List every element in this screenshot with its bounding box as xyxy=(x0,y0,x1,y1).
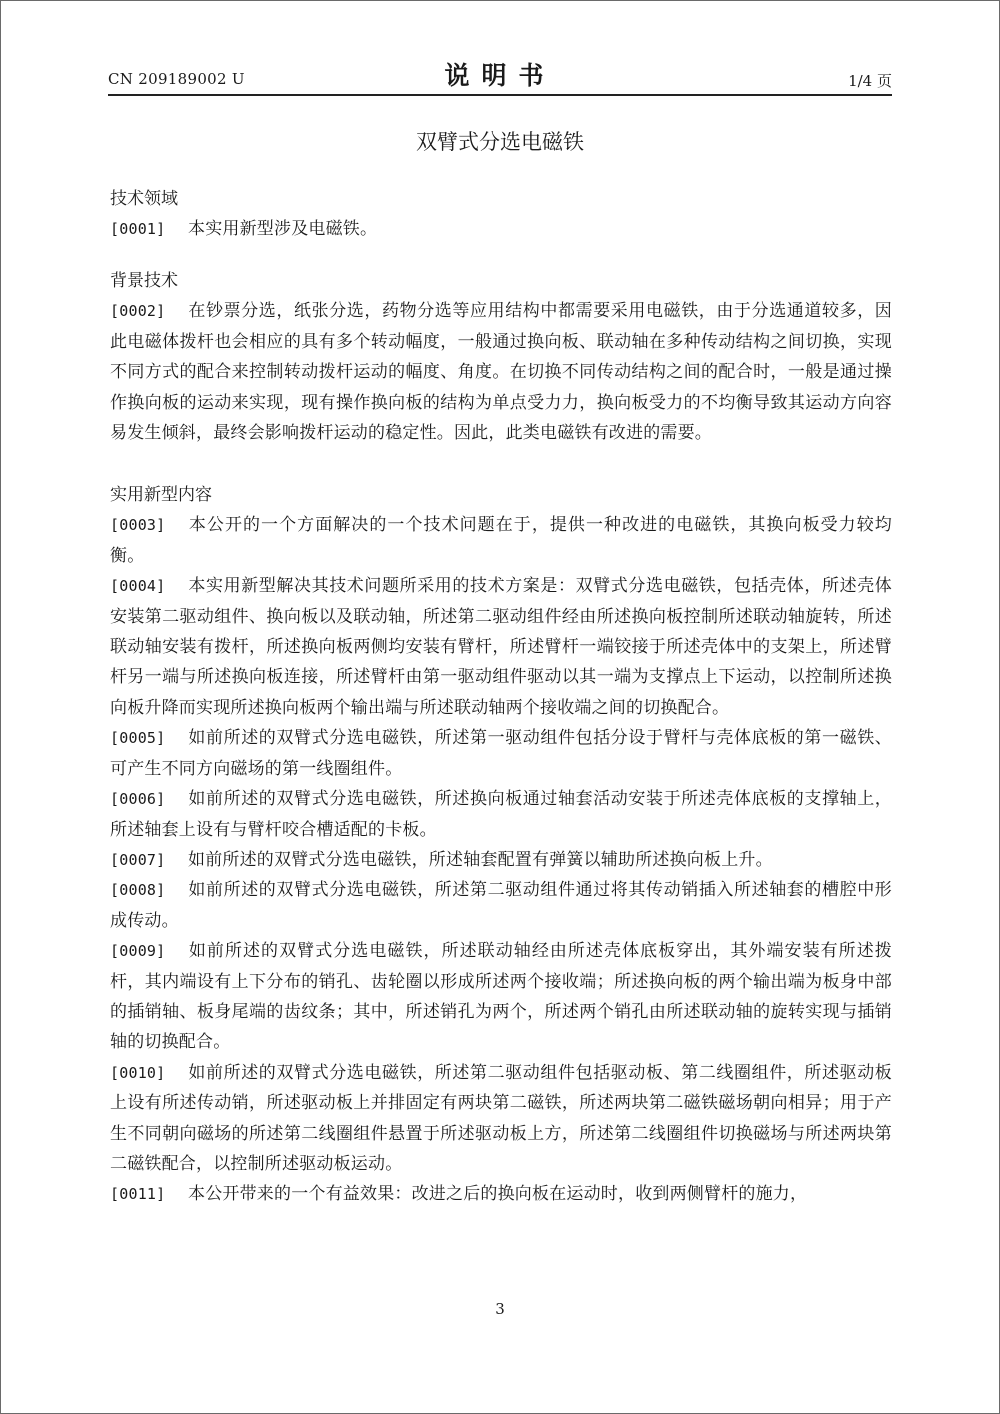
paragraph-number: [0008] xyxy=(110,881,166,900)
paragraph-number: [0005] xyxy=(110,729,166,748)
document-title: 双臂式分选电磁铁 xyxy=(416,130,584,154)
page-number: 3 xyxy=(495,1300,505,1318)
paragraph-text: 如前所述的双臂式分选电磁铁，所述第一驱动组件包括分设于臂杆与壳体底板的第一磁铁、可产生不同方向磁场的第一线圈组件。 xyxy=(110,728,892,779)
paragraph-number: [0011] xyxy=(110,1185,166,1204)
header-divider xyxy=(108,94,892,96)
paragraph-text: 本公开带来的一个有益效果：改进之后的换向板在运动时，收到两侧臂杆的施力， xyxy=(188,1184,808,1205)
paragraph-number: [0002] xyxy=(110,302,166,321)
paragraph-number: [0004] xyxy=(110,577,166,596)
paragraph-0007 xyxy=(110,845,892,875)
paragraph-0002 xyxy=(110,296,892,448)
paragraph-text: 如前所述的双臂式分选电磁铁，所述轴套配置有弹簧以辅助所述换向板上升。 xyxy=(188,849,773,870)
paragraph-0003 xyxy=(110,510,892,571)
paragraph-number: [0001] xyxy=(110,220,166,238)
document-type-heading: 说明书 xyxy=(444,61,556,90)
paragraph-number: [0007] xyxy=(110,850,166,869)
page-info: 1/4 页 xyxy=(848,72,892,90)
paragraph-number: [0010] xyxy=(110,1063,166,1082)
paragraph-text: 本实用新型解决其技术问题所采用的技术方案是：双臂式分选电磁铁，包括壳体，所述壳体安装第二驱动组件、换向板以及联动轴，所述第二驱动组件经由所述换向板控制所述联动轴旋转，所述联动轴安装有拨杆，所述换向板两侧均安装有臂杆，所述臂杆一端铰接于所述壳体中的支架上，所述臂杆另一端与所述换向板连接，所述臂杆由第一驱动组件驱动以其一端为支撑点上下运动，以控制所述换向板升降而实现所述换向板两个输出端与所述联动轴两个接收端之间的切换配合。 xyxy=(110,576,892,718)
paragraph-number: [0009] xyxy=(110,942,166,961)
section-heading-summary: 实用新型内容 xyxy=(110,485,212,506)
paragraph-text: 如前所述的双臂式分选电磁铁，所述换向板通过轴套活动安装于所述壳体底板的支撑轴上，所述轴套上设有与臂杆咬合槽适配的卡板。 xyxy=(110,789,892,840)
document-body xyxy=(110,184,892,1210)
paragraph-text: 在钞票分选，纸张分选，药物分选等应用结构中都需要采用电磁铁，由于分选通道较多，因此电磁体拨杆也会相应的具有多个转动幅度，一般通过换向板、联动轴在多种传动结构之间切换，实现不同方式的配合来控制转动拨杆运动的幅度、角度。在切换不同传动结构之间的配合时，一般是通过操作换向板的运动来实现，现有操作换向板的结构为单点受力力，换向板受力的不均衡导致其运动方向容易发生倾斜，最终会影响拨杆运动的稳定性。因此，此类电磁铁有改进的需要。 xyxy=(110,301,892,444)
paragraph-0001 xyxy=(110,214,892,244)
paragraph-text: 本实用新型涉及电磁铁。 xyxy=(188,219,378,239)
paragraph-0004 xyxy=(110,571,892,723)
section-heading-background: 背景技术 xyxy=(110,271,178,292)
paragraph-number: [0006] xyxy=(110,790,166,809)
paragraph-number: [0003] xyxy=(110,516,166,535)
paragraph-0009 xyxy=(110,936,892,1058)
section-heading-technical-field: 技术领域 xyxy=(110,189,178,209)
patent-number: CN 209189002 U xyxy=(108,70,245,88)
paragraph-0010 xyxy=(110,1058,892,1180)
paragraph-text: 如前所述的双臂式分选电磁铁，所述第二驱动组件包括驱动板、第二线圈组件，所述驱动板上设有所述传动销，所述驱动板上并排固定有两块第二磁铁，所述两块第二磁铁磁场朝向相异；用于产生不同朝向磁场的所述第二线圈组件悬置于所述驱动板上方，所述第二线圈组件切换磁场与所述两块第二磁铁配合，以控制所述驱动板运动。 xyxy=(110,1062,892,1174)
paragraph-text: 如前所述的双臂式分选电磁铁，所述第二驱动组件通过将其传动销插入所述轴套的槽腔中形成传动。 xyxy=(110,880,892,931)
paragraph-0005 xyxy=(110,723,892,784)
paragraph-0011 xyxy=(110,1179,892,1209)
paragraph-0008 xyxy=(110,875,892,936)
paragraph-0006 xyxy=(110,784,892,845)
paragraph-text: 如前所述的双臂式分选电磁铁，所述联动轴经由所述壳体底板穿出，其外端安装有所述拨杆，其内端设有上下分布的销孔、齿轮圈以形成所述两个接收端；所述换向板的两个输出端为板身中部的插销轴、板身尾端的齿纹条；其中，所述销孔为两个，所述两个销孔由所述联动轴的旋转实现与插销轴的切换配合。 xyxy=(110,941,892,1053)
paragraph-text: 本公开的一个方面解决的一个技术问题在于，提供一种改进的电磁铁，其换向板受力较均衡。 xyxy=(110,515,892,566)
